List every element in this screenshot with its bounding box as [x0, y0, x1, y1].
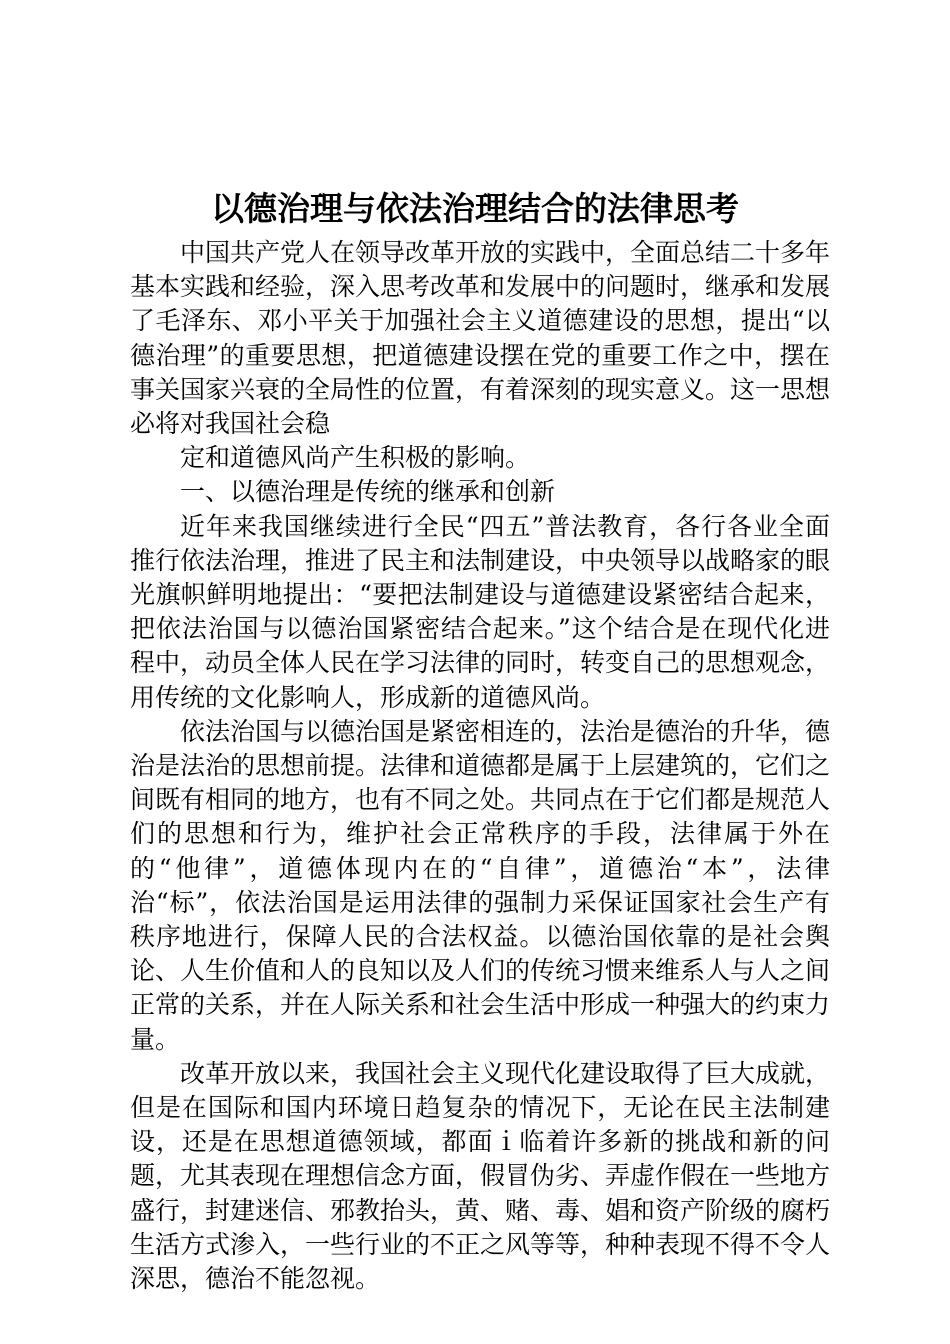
paragraph-reform-challenges: 改革开放以来，我国社会主义现代化建设取得了巨大成就，但是在国际和国内环境日趋复杂的情况下，无论在民主法制建设，还是在思想道德领域，都面ｉ临着许多新的挑战和新的问题，尤其表现在理想信念方面，假冒伪劣、弄虚作假在一些地方盛行，封建迷信、邪教抬头，黄、赌、毒、娼和资产阶级的腐朽生活方式渗入，一些行业的不正之风等等，种种表现不得不令人深思，德治不能忽视。: [130, 1058, 831, 1294]
document-body: [130, 236, 830, 1296]
paragraph-rule-of-law-and-virtue: 依法治国与以德治国是紧密相连的，法治是德治的升华，德治是法治的思想前提。法律和道德都是属于上层建筑的，它们之间既有相同的地方，也有不同之处。共同点在于它们都是规范人们的思想和行为，维护社会正常秩序的手段，法律属于外在的“他律”，道德体现内在的“自律”，道德治“本”，法律治“标”，依法治国是运用法律的强制力采保证国家社会生产有秩序地进行，保障人民的合法权益。以德治国依靠的是社会舆论、人生价值和人的良知以及人们的传统习惯来维系人与人之间正常的关系，并在人际关系和社会生活中形成一种强大的约束力量。: [130, 716, 831, 1054]
document-title: 以德治理与依法治理结合的法律思考: [211, 189, 739, 228]
paragraph-intro: 中国共产党人在领导改革开放的实践中，全面总结二十多年基本实践和经验，深入思考改革和发展中的问题时，继承和发展了毛泽东、邓小平关于加强社会主义道德建设的思想，提出“以德治理”的重要思想，把道德建设摆在党的重要工作之中，摆在事关国家兴衰的全局性的位置，有着深刻的现实意义。这一思想必将对我国社会稳: [130, 238, 831, 439]
section-heading-1: 一、以德治理是传统的继承和创新: [180, 477, 556, 507]
paragraph-intro-continued: 定和道德风尚产生积极的影响。: [180, 443, 531, 473]
paragraph-legal-education: 近年来我国继续进行全民“四五”普法教育，各行各业全面推行依法治理，推进了民主和法制建设，中央领导以战略家的眼光旗帜鲜明地提出：“要把法制建设与道德建设紧密结合起来，把依法治国与以德治国紧密结合起来。”这个结合是在现代化进程中，动员全体人民在学习法律的同时，转变自己的思想观念，用传统的文化影响人，形成新的道德风尚。: [130, 511, 831, 712]
